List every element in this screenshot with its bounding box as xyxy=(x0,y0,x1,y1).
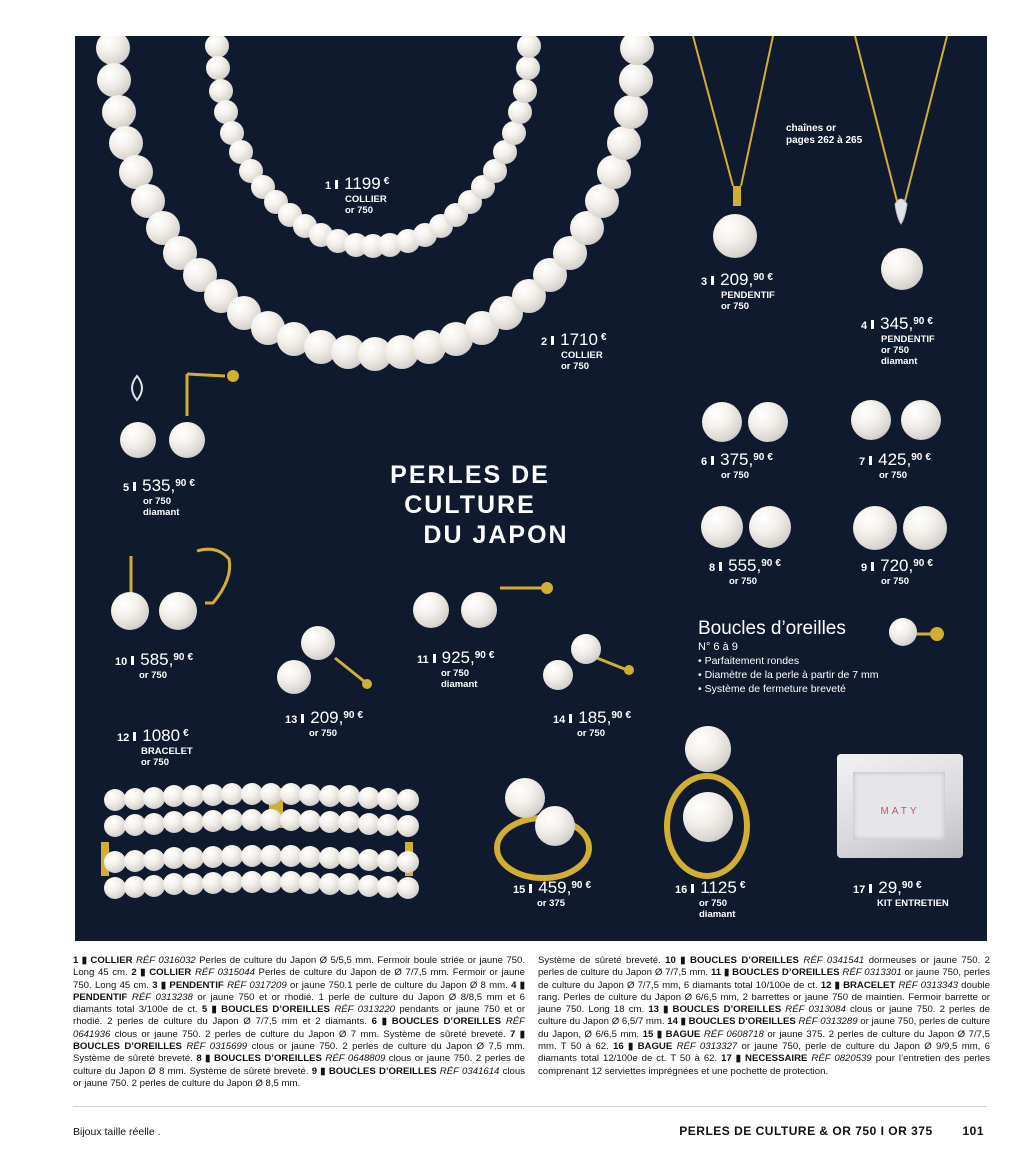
item-number: 6 xyxy=(701,456,708,468)
separator-bar xyxy=(869,456,872,465)
price-label-17 xyxy=(853,878,949,909)
item-number: 9 xyxy=(861,562,868,574)
label-detail: PENDENTIF xyxy=(721,290,775,301)
label-detail: or 750 xyxy=(143,496,171,507)
currency: € xyxy=(600,332,607,343)
price-cents: 90 xyxy=(911,452,923,463)
label-detail: COLLIER xyxy=(345,194,387,205)
price-label-6 xyxy=(701,450,773,481)
footer-section xyxy=(679,1124,984,1138)
price-label-3 xyxy=(701,270,775,312)
price: 375, xyxy=(720,450,754,469)
price-label-8 xyxy=(709,556,781,587)
descriptions-left: 1 ▮ COLLIER RÉF 0316032 Perles de culture du Japon Ø 5/5,5 mm. Fermoir boule striée or jaune 750. Long 45 cm. 2 ▮ COLLIER RÉF 0315044 Perles de culture du Japon de Ø 7/7,5 mm. Fermoir or jaune 750. Long 45 cm. 3 ▮ PENDENTIF RÉF 0317209 or jaune 750.1 perle de culture du Japon Ø 8 mm. 4 ▮ PENDENTIF RÉF 0313238 or jaune 750 et or rhodié. 1 perle de culture du Japon Ø 8/8,5 mm et 6 diamants total 3/100e de ct. 5 ▮ BOUCLES D’OREILLES RÉF 0313220 pendants or jaune 750 et or rhodié. 2 perles de culture du Japon Ø 7/7,5 mm et 2 diamants. 6 ▮ BOUCLES D’OREILLES RÉF 0641936 clous or jaune 750. 2 perles de culture du Japon Ø 7 mm. Système de sûreté breveté. 7 ▮ BOUCLES D’OREILLES RÉF 0315699 clous or jaune 750. 2 perles de culture du Japon Ø 7,5 mm. Système de sûreté breveté. 8 ▮ BOUCLES D’OREILLES RÉF 0648809 clous or jaune 750. 2 perles de culture du Japon Ø 8 mm. Système de sûreté breveté. 9 ▮ BOUCLES D’OREILLES RÉF 0341614 clous or jaune 750. 2 perles de culture du Japon Ø 8,5 mm. xyxy=(73,955,526,1089)
label-detail: or 750 xyxy=(881,576,909,587)
chain-note xyxy=(786,123,862,147)
chain-note-line-2: pages 262 à 265 xyxy=(786,135,863,146)
price-cents: 90 xyxy=(913,558,925,569)
boucles-feature: • Système de fermeture breveté xyxy=(698,683,846,695)
title-line-2: DU JAPON xyxy=(423,521,569,549)
earring-pearl-10b xyxy=(159,592,197,630)
stud-pearl-6a xyxy=(702,402,742,442)
footer-divider xyxy=(73,1106,987,1107)
earring-pearl-11a xyxy=(413,592,449,628)
price: 345, xyxy=(880,314,914,333)
item-number: 7 xyxy=(859,456,866,468)
item-number: 3 xyxy=(701,276,708,288)
item-number: 10 xyxy=(115,656,128,668)
item-number: 5 xyxy=(123,482,130,494)
stud-pearl-8a xyxy=(701,506,743,548)
separator-bar xyxy=(551,336,554,345)
label-detail: or 750 xyxy=(721,470,749,481)
currency: € xyxy=(767,452,773,463)
separator-bar xyxy=(301,714,304,723)
label-detail: or 750 xyxy=(441,668,469,679)
bracelet-pearl xyxy=(377,850,399,872)
price-cents: 90 xyxy=(571,880,583,891)
price-label-12 xyxy=(117,726,193,768)
bracelet-pearl xyxy=(260,845,282,867)
price-label-1 xyxy=(325,174,389,216)
label-detail: or 750 xyxy=(577,728,605,739)
price-label-2 xyxy=(541,330,607,372)
label-detail: diamant xyxy=(699,909,736,920)
currency: € xyxy=(488,650,495,661)
box-brand: MATY xyxy=(880,806,920,817)
price-label-4 xyxy=(861,314,935,367)
bracelet-pearl xyxy=(397,789,419,811)
label-detail: COLLIER xyxy=(561,350,603,361)
bracelet-pearl xyxy=(299,810,321,832)
separator-bar xyxy=(711,276,714,285)
footer-note: Bijoux taille réelle . xyxy=(73,1126,161,1138)
item-number: 1 xyxy=(325,180,332,192)
price-cents: 90 xyxy=(343,710,355,721)
bracelet-pearl xyxy=(397,851,419,873)
stud-pearl-14a xyxy=(571,634,601,664)
item-number: 11 xyxy=(417,654,429,666)
separator-bar xyxy=(569,714,572,723)
price-label-5 xyxy=(123,476,195,518)
ring-pearl-15b xyxy=(535,806,575,846)
currency: € xyxy=(383,176,390,187)
currency: € xyxy=(767,272,773,283)
bracelet-pearl xyxy=(143,787,165,809)
boucles-info xyxy=(698,618,879,696)
label-detail: or 375 xyxy=(537,898,565,909)
item-number: 4 xyxy=(861,320,868,332)
price-label-14 xyxy=(553,708,631,739)
label-detail: diamant xyxy=(441,679,478,690)
price-label-16 xyxy=(675,878,745,920)
page-number: 101 xyxy=(962,1124,984,1138)
label-detail: or 750 xyxy=(721,301,749,312)
price-label-10 xyxy=(115,650,193,681)
label-detail: or 750 xyxy=(139,670,167,681)
bracelet-pearl xyxy=(260,809,282,831)
label-detail: diamant xyxy=(881,356,918,367)
boucles-feature: • Diamètre de la perle à partir de 7 mm xyxy=(698,669,879,681)
label-detail: or 750 xyxy=(141,757,169,768)
stud-pearl-7b xyxy=(901,400,941,440)
bracelet-pearl xyxy=(182,811,204,833)
separator-bar xyxy=(869,884,872,893)
bracelet-pearl xyxy=(143,875,165,897)
bracelet-pearl xyxy=(260,871,282,893)
bracelet-pearl xyxy=(397,815,419,837)
item-number: 12 xyxy=(117,732,130,744)
price-cents: 90 xyxy=(611,710,623,721)
label-detail: diamant xyxy=(143,507,180,518)
currency: € xyxy=(625,710,632,721)
currency: € xyxy=(927,316,933,327)
currency: € xyxy=(916,880,922,891)
item-number: 8 xyxy=(709,562,716,574)
ring-pearl-16a xyxy=(685,726,731,772)
item-number: 13 xyxy=(285,714,298,726)
item-number: 2 xyxy=(541,336,548,348)
price: 1199 xyxy=(344,174,381,193)
label-detail: KIT ENTRETIEN xyxy=(877,898,949,909)
price-cents: 90 xyxy=(173,652,185,663)
bracelet-pearl xyxy=(182,847,204,869)
price: 1710 xyxy=(560,330,598,349)
price: 535, xyxy=(142,476,176,495)
earring-pearl-5b xyxy=(169,422,205,458)
bracelet-pearl xyxy=(260,783,282,805)
separator-bar xyxy=(871,320,874,329)
bracelet-pearl xyxy=(104,815,126,837)
care-kit-box xyxy=(837,754,963,858)
bracelet-pearl xyxy=(377,876,399,898)
separator-bar xyxy=(433,654,436,663)
price: 459, xyxy=(538,878,572,897)
item-number: 16 xyxy=(675,884,688,896)
label-detail: or 750 xyxy=(345,205,373,216)
pendant-pearl-3 xyxy=(713,214,757,258)
currency: € xyxy=(927,558,933,569)
price: 925, xyxy=(441,648,475,667)
price-label-9 xyxy=(861,556,933,587)
bracelet-pearl xyxy=(182,873,204,895)
separator-bar xyxy=(871,562,874,571)
price: 209, xyxy=(720,270,754,289)
boucles-heading: Boucles d’oreilles xyxy=(698,618,846,639)
price-cents: 90 xyxy=(901,880,914,891)
item-number: 14 xyxy=(553,714,566,726)
stud-pearl-9b xyxy=(903,506,947,550)
price-cents: 90 xyxy=(753,272,765,283)
sample-stud-pearl xyxy=(889,618,917,646)
earring-pearl-10a xyxy=(111,592,149,630)
ring-pearl-16b xyxy=(683,792,733,842)
separator-bar xyxy=(335,180,338,189)
currency: € xyxy=(775,558,781,569)
label-detail: BRACELET xyxy=(141,746,193,757)
price-label-15 xyxy=(513,878,591,909)
price-cents: 90 xyxy=(753,452,765,463)
price: 555, xyxy=(728,556,762,575)
price: 1080 xyxy=(142,726,181,745)
earring-pearl-5a xyxy=(120,422,156,458)
bracelet-pearl xyxy=(299,784,321,806)
label-detail: PENDENTIF xyxy=(881,334,935,345)
item-number: 17 xyxy=(853,884,866,896)
label-detail: or 750 xyxy=(729,576,757,587)
footer-section-title: PERLES DE CULTURE & OR 750 I OR 375 xyxy=(679,1124,933,1138)
stud-pearl-6b xyxy=(748,402,788,442)
chain-note-line-1: chaînes or xyxy=(786,123,837,134)
boucles-feature: • Parfaitement rondes xyxy=(698,655,800,667)
price-cents: 90 xyxy=(175,478,187,489)
bracelet-pearl xyxy=(299,846,321,868)
separator-bar xyxy=(719,562,722,571)
price-cents: 90 xyxy=(761,558,773,569)
price-label-13 xyxy=(285,708,363,739)
stud-pearl-14b xyxy=(543,660,573,690)
bracelet-pearl xyxy=(143,813,165,835)
bracelet-pearl xyxy=(182,785,204,807)
price-cents: 90 xyxy=(474,650,486,661)
boucles-range: N° 6 à 9 xyxy=(698,641,738,653)
currency: € xyxy=(925,452,931,463)
descriptions-right: Système de sûreté breveté. 10 ▮ BOUCLES D’OREILLES RÉF 0341541 dormeuses or jaune 750. 2 perles de culture du Japon Ø 7/7,5 mm. 11 ▮ BOUCLES D’OREILLES RÉF 0313301 or jaune 750, perles de culture du Japon Ø 7/7,5 mm, 6 diamants total 10/100e de ct. 12 ▮ BRACELET RÉF 0313343 double rang. Perles de culture du Japon Ø 6/6,5 mm, 2 barrettes or jaune 750 de maintien. Fermoir barrette or jaune 750. Long 18 cm. 13 ▮ BOUCLES D’OREILLES RÉF 0313084 clous or jaune 750. 2 perles de culture du Japon Ø 6,5/7 mm. 14 ▮ BOUCLES D’OREILLES RÉF 0313289 or jaune 750, perles de culture du Japon, Ø 6/6,5 mm. 15 ▮ BAGUE RÉF 0608718 or jaune 375. 2 perles de culture du Japon Ø 7/7,5 mm. T 50 à 62. 16 ▮ BAGUE RÉF 0313327 or jaune 750, perle de culture du Japon Ø 9/9,5 mm, 6 diamants total 12/100e de ct. T 50 à 62. 17 ▮ NECESSAIRE RÉF 0820539 pour l’entretien des perles comprenant 12 serviettes imprégnées et une pochette de protection. xyxy=(538,955,991,1077)
price: 185, xyxy=(578,708,612,727)
price-label-7 xyxy=(859,450,931,481)
bracelet-pearl xyxy=(299,872,321,894)
currency: € xyxy=(183,728,189,739)
currency: € xyxy=(585,880,592,891)
bracelet-pearl xyxy=(377,788,399,810)
currency: € xyxy=(357,710,364,721)
separator-bar xyxy=(131,656,134,665)
stud-pearl-13b xyxy=(277,660,311,694)
pendant-pearl-4 xyxy=(881,248,923,290)
stud-pearl-13a xyxy=(301,626,335,660)
currency: € xyxy=(739,880,746,891)
price: 425, xyxy=(878,450,912,469)
label-detail: or 750 xyxy=(699,898,727,909)
earring-pearl-11b xyxy=(461,592,497,628)
bracelet-pearl xyxy=(397,877,419,899)
currency: € xyxy=(187,652,194,663)
price-cents: 90 xyxy=(913,316,925,327)
bracelet-pearl xyxy=(104,851,126,873)
price: 29, xyxy=(878,878,902,897)
product-panel xyxy=(75,36,987,941)
stud-pearl-9a xyxy=(853,506,897,550)
stud-pearl-8b xyxy=(749,506,791,548)
stud-pearl-7a xyxy=(851,400,891,440)
currency: € xyxy=(189,478,195,489)
item-number: 15 xyxy=(513,884,526,896)
bracelet-pearl xyxy=(104,877,126,899)
price: 209, xyxy=(310,708,344,727)
separator-bar xyxy=(711,456,714,465)
price: 1125 xyxy=(700,878,737,897)
price-label-11 xyxy=(417,648,494,690)
label-detail: or 750 xyxy=(309,728,337,739)
price: 720, xyxy=(880,556,914,575)
bracelet-pearl xyxy=(377,814,399,836)
collection-title xyxy=(325,460,615,550)
label-detail: or 750 xyxy=(881,345,909,356)
separator-bar xyxy=(529,884,532,893)
separator-bar xyxy=(133,732,136,741)
price: 585, xyxy=(140,650,174,669)
separator-bar xyxy=(133,482,136,491)
bracelet-pearl xyxy=(104,789,126,811)
bracelet-pearl xyxy=(143,849,165,871)
title-line-1: PERLES DE CULTURE xyxy=(390,461,550,519)
label-detail: or 750 xyxy=(879,470,907,481)
separator-bar xyxy=(691,884,694,893)
label-detail: or 750 xyxy=(561,361,589,372)
